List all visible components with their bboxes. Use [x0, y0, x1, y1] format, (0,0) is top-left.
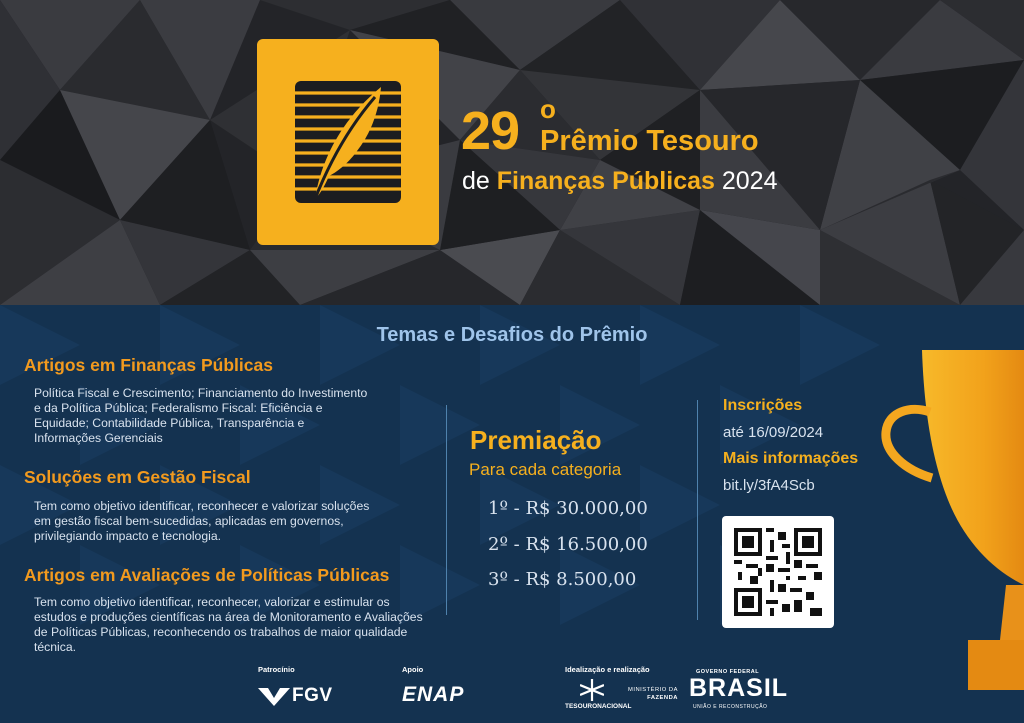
- patrocinio-label: Patrocínio: [258, 665, 295, 674]
- qr-code-icon: [734, 528, 822, 616]
- ministerio-fazenda: [628, 686, 678, 702]
- prize-first: 1º - R$ 30.000,00: [488, 498, 648, 519]
- uniao-reconstrucao-label: UNIÃO E RECONSTRUÇÃO: [693, 704, 768, 710]
- subtitle-bold: Finanças Públicas: [496, 167, 715, 195]
- award-logo: [257, 39, 439, 245]
- mais-info-label: Mais informações: [723, 450, 859, 467]
- governo-federal-label: GOVERNO FEDERAL: [696, 669, 760, 675]
- subtitle-year: 2024: [714, 167, 778, 195]
- section-title: Temas e Desafios do Prêmio: [376, 324, 648, 346]
- award-title: Prêmio Tesouro: [540, 125, 759, 157]
- divider-right: [697, 400, 698, 620]
- mais-info-link[interactable]: bit.ly/3fA4Scb: [723, 477, 815, 494]
- category-body-avaliacoes: Tem como objetivo identificar, reconhecer, valorizar e estimular os estudos e produções científicas na área de Monitoramento e Avaliações de Políticas Públicas, reconhecendo os trabalhos de maior qualidade técnica.: [34, 595, 423, 654]
- tesouro-nacional-text: TESOURONACIONAL: [565, 703, 632, 710]
- quill-feather-icon: [295, 81, 401, 203]
- divider-left: [446, 405, 447, 615]
- category-body-gestao: Tem como objetivo identificar, reconhecer e valorizar soluções em gestão fiscal bem-sucedidas, aplicadas em governos, privilegiando impacto e tecnologia.: [34, 499, 370, 543]
- premiacao-title: Premiação: [470, 425, 602, 455]
- category-title-financas: Artigos em Finanças Públicas: [24, 355, 273, 375]
- qr-code[interactable]: [722, 516, 834, 628]
- fgv-logo-icon: [258, 688, 290, 706]
- category-body-financas: Política Fiscal e Crescimento; Financiamento do Investimento e da Política Pública; Federalismo Fiscal: Eficiência e Equidade; Contabilidade Pública, Transparência e Informações Gerenciais: [34, 386, 368, 445]
- ministerio-line2: FAZENDA: [647, 695, 678, 701]
- subtitle-prefix: de: [462, 167, 497, 195]
- enap-logo-text: ENAP: [402, 683, 465, 706]
- category-title-gestao: Soluções em Gestão Fiscal: [24, 467, 251, 487]
- fgv-logo-text: FGV: [292, 685, 333, 706]
- info-panel: [0, 305, 1024, 723]
- inscricoes-label: Inscrições: [723, 397, 803, 414]
- edition-number: 29: [461, 101, 520, 161]
- category-title-avaliacoes: Artigos em Avaliações de Políticas Públicas: [24, 565, 390, 585]
- apoio-label: Apoio: [402, 665, 424, 674]
- edition-ordinal: o: [540, 94, 556, 124]
- brasil-logo-text: BRASIL: [689, 674, 789, 702]
- ministerio-line1: MINISTÉRIO DA: [628, 687, 678, 693]
- idealizacao-label: Idealização e realização: [565, 665, 650, 674]
- trophy-icon: [880, 350, 1024, 690]
- award-subtitle: [462, 169, 777, 194]
- tesouro-nacional-icon: [580, 679, 604, 701]
- inscricoes-date: até 16/09/2024: [723, 424, 824, 441]
- prize-second: 2º - R$ 16.500,00: [488, 534, 648, 555]
- hero-banner: [0, 0, 1024, 305]
- premiacao-subtitle: Para cada categoria: [469, 460, 622, 479]
- prize-third: 3º - R$ 8.500,00: [488, 569, 637, 590]
